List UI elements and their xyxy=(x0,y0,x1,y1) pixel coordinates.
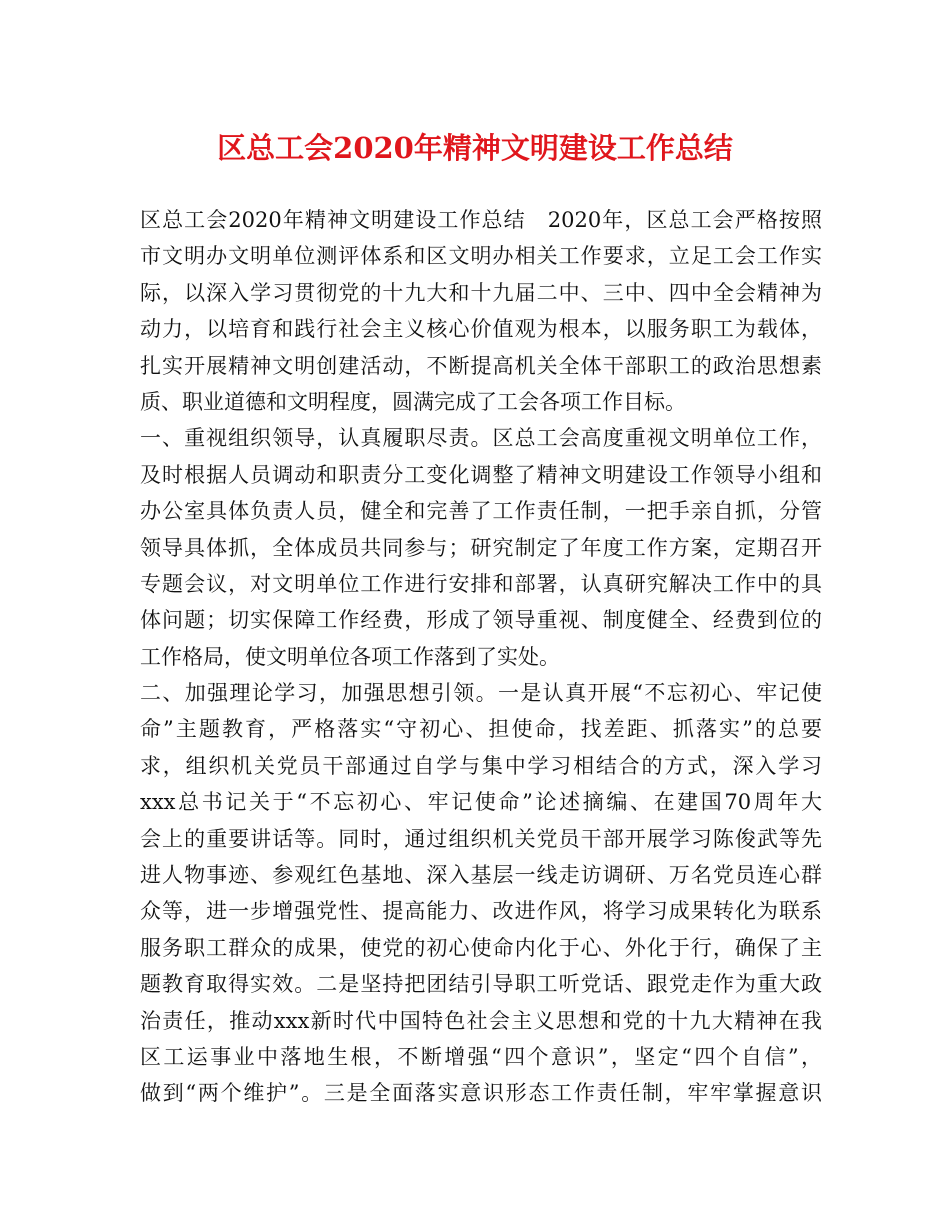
paragraph-line: 做到“两个维护”。三是全面落实意识形态工作责任制，牢牢掌握意识 xyxy=(140,1081,822,1106)
paragraph-line: 工作格局，使文明单位各项工作落到了实处。 xyxy=(140,644,560,669)
paragraph-line: 区总工会2020年精神文明建设工作总结 2020年，区总工会严格按照 xyxy=(140,208,822,232)
document-title: 区总工会2020年精神文明建设工作总结 xyxy=(217,131,733,165)
paragraph-line: 专题会议，对文明单位工作进行安排和部署，认真研究解决工作中的具 xyxy=(140,571,822,596)
paragraph-line: 二、加强理论学习，加强思想引领。一是认真开展“不忘初心、牢记使 xyxy=(140,681,822,706)
paragraph-line: xxx总书记关于“不忘初心、牢记使命”论述摘编、在建国70周年大 xyxy=(140,790,822,815)
paragraph-line: 际，以深入学习贯彻党的十九大和十九届二中、三中、四中全会精神为 xyxy=(140,280,822,305)
paragraph-line: 一、重视组织领导，认真履职尽责。区总工会高度重视文明单位工作， xyxy=(140,426,822,451)
paragraph-line: 及时根据人员调动和职责分工变化调整了精神文明建设工作领导小组和 xyxy=(140,462,822,487)
paragraph-line: 区工运事业中落地生根，不断增强“四个意识”，坚定“四个自信”， xyxy=(140,1044,822,1069)
paragraph-line: 进人物事迹、参观红色基地、深入基层一线走访调研、万名党员连心群 xyxy=(140,863,822,888)
document-body xyxy=(140,202,822,1112)
paragraph-line: 服务职工群众的成果，使党的初心使命内化于心、外化于行，确保了主 xyxy=(140,935,822,960)
paragraph-line: 扎实开展精神文明创建活动，不断提高机关全体干部职工的政治思想素 xyxy=(140,353,822,378)
paragraph-line: 求，组织机关党员干部通过自学与集中学习相结合的方式，深入学习 xyxy=(140,753,822,778)
paragraph-line: 体问题；切实保障工作经费，形成了领导重视、制度健全、经费到位的 xyxy=(140,608,822,633)
paragraph-line: 众等，进一步增强党性、提高能力、改进作风，将学习成果转化为联系 xyxy=(140,899,822,924)
paragraph-line: 题教育取得实效。二是坚持把团结引导职工听党话、跟党走作为重大政 xyxy=(140,972,822,997)
paragraph-line: 办公室具体负责人员，健全和完善了工作责任制，一把手亲自抓，分管 xyxy=(140,499,822,524)
paragraph-line: 动力，以培育和践行社会主义核心价值观为根本，以服务职工为载体， xyxy=(140,317,822,342)
paragraph-line: 治责任，推动xxx新时代中国特色社会主义思想和党的十九大精神在我 xyxy=(140,1008,822,1033)
paragraph-line: 命”主题教育，严格落实“守初心、担使命，找差距、抓落实”的总要 xyxy=(140,717,822,742)
paragraph-line: 领导具体抓，全体成员共同参与；研究制定了年度工作方案，定期召开 xyxy=(140,535,822,560)
paragraph-line: 质、职业道德和文明程度，圆满完成了工会各项工作目标。 xyxy=(140,389,686,414)
paragraph-line: 市文明办文明单位测评体系和区文明办相关工作要求，立足工会工作实 xyxy=(140,244,822,269)
paragraph-line: 会上的重要讲话等。同时，通过组织机关党员干部开展学习陈俊武等先 xyxy=(140,826,822,851)
